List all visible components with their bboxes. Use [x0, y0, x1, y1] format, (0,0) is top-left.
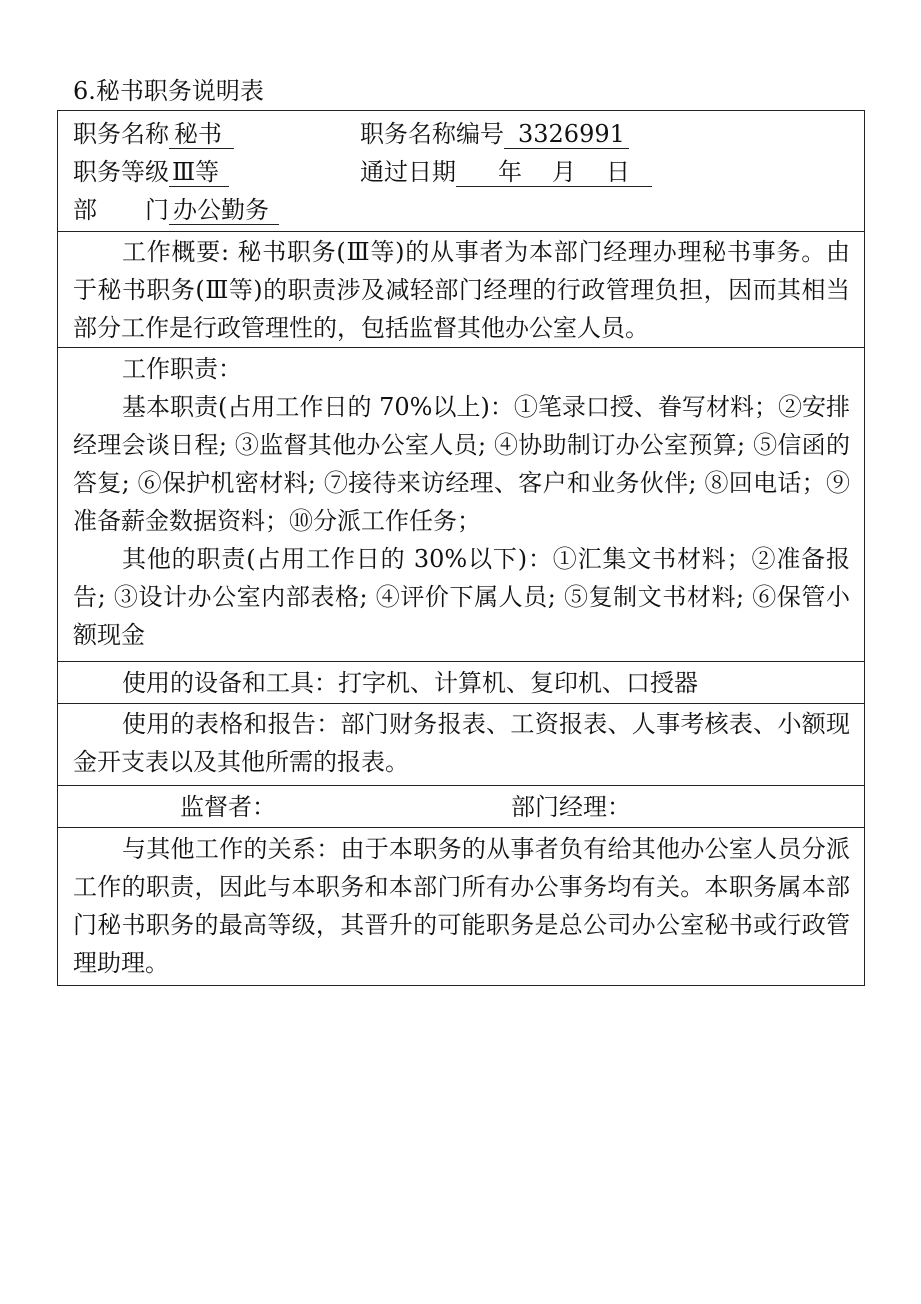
forms-section [58, 703, 864, 785]
header-section [58, 111, 864, 231]
basic-duties-text: 基本职责(占用工作日的 70%以上)：①笔录口授、眷写材料；②安排经理会谈日程; ③监督其他办公室人员; ④协助制订办公室预算; ⑤信函的答复; ⑥保护机密材料; ⑦接待来访经理、客户和业务伙伴; ⑧回电话；⑨准备薪金数据资料；⑩分派工作任务； [73, 393, 850, 535]
department-manager-label: 部门经理： [511, 793, 631, 821]
approval-date-line [360, 155, 652, 189]
equipment-section [58, 661, 864, 703]
summary-text: 工作概要: 秘书职务(Ⅲ等)的从事者为本部门经理办理秘书事务。由于秘书职务(Ⅲ等)的职责涉及减轻部门经理的行政管理负担，因而其相当部分工作是行政管理性的，包括监督其他办公室人员。 [73, 238, 850, 342]
duties-section [58, 347, 864, 661]
summary-section [58, 231, 864, 347]
department-label-2: 门 [145, 196, 169, 224]
forms-text: 使用的表格和报告：部门财务报表、工资报表、人事考核表、小额现金开支表以及其他所需的报表。 [73, 710, 850, 776]
relations-section [58, 827, 864, 985]
year-label: 年 [498, 158, 522, 186]
job-grade-label: 职务等级 [73, 158, 169, 186]
job-name-label: 职务名称 [73, 120, 169, 148]
department-line [73, 193, 279, 227]
supervisor-label: 监督者： [180, 793, 276, 821]
job-code-line [360, 117, 629, 151]
document-title: 6.秘书职务说明表 [73, 77, 264, 105]
job-grade-value: Ⅲ等 [169, 158, 229, 187]
job-grade-line [73, 155, 229, 189]
job-description-table [57, 110, 865, 986]
department-label-1: 部 [73, 196, 97, 224]
approval-date-field [456, 158, 652, 187]
job-name-line [73, 117, 234, 151]
supervision-section [58, 785, 864, 827]
day-label: 日 [606, 158, 630, 186]
duties-heading: 工作职责： [122, 355, 242, 383]
relations-text: 与其他工作的关系：由于本职务的从事者负有给其他办公室人员分派工作的职责，因此与本职务和本部门所有办公事务均有关。本职务属本部门秘书职务的最高等级，其晋升的可能职务是总公司办公室秘书或行政管理助理。 [73, 835, 850, 977]
other-duties-text: 其他的职责(占用工作日的 30%以下)：①汇集文书材料；②准备报告; ③设计办公室内部表格; ④评价下属人员; ⑤复制文书材料; ⑥保管小额现金 [73, 545, 850, 649]
job-code-value: 3326991 [504, 120, 629, 149]
job-name-value: 秘书 [169, 120, 234, 149]
equipment-text: 使用的设备和工具：打字机、计算机、复印机、口授器 [122, 669, 698, 697]
approval-date-label: 通过日期 [360, 158, 456, 186]
job-code-label: 职务名称编号 [360, 120, 504, 148]
department-value: 办公勤务 [169, 196, 279, 225]
month-label: 月 [552, 158, 576, 186]
